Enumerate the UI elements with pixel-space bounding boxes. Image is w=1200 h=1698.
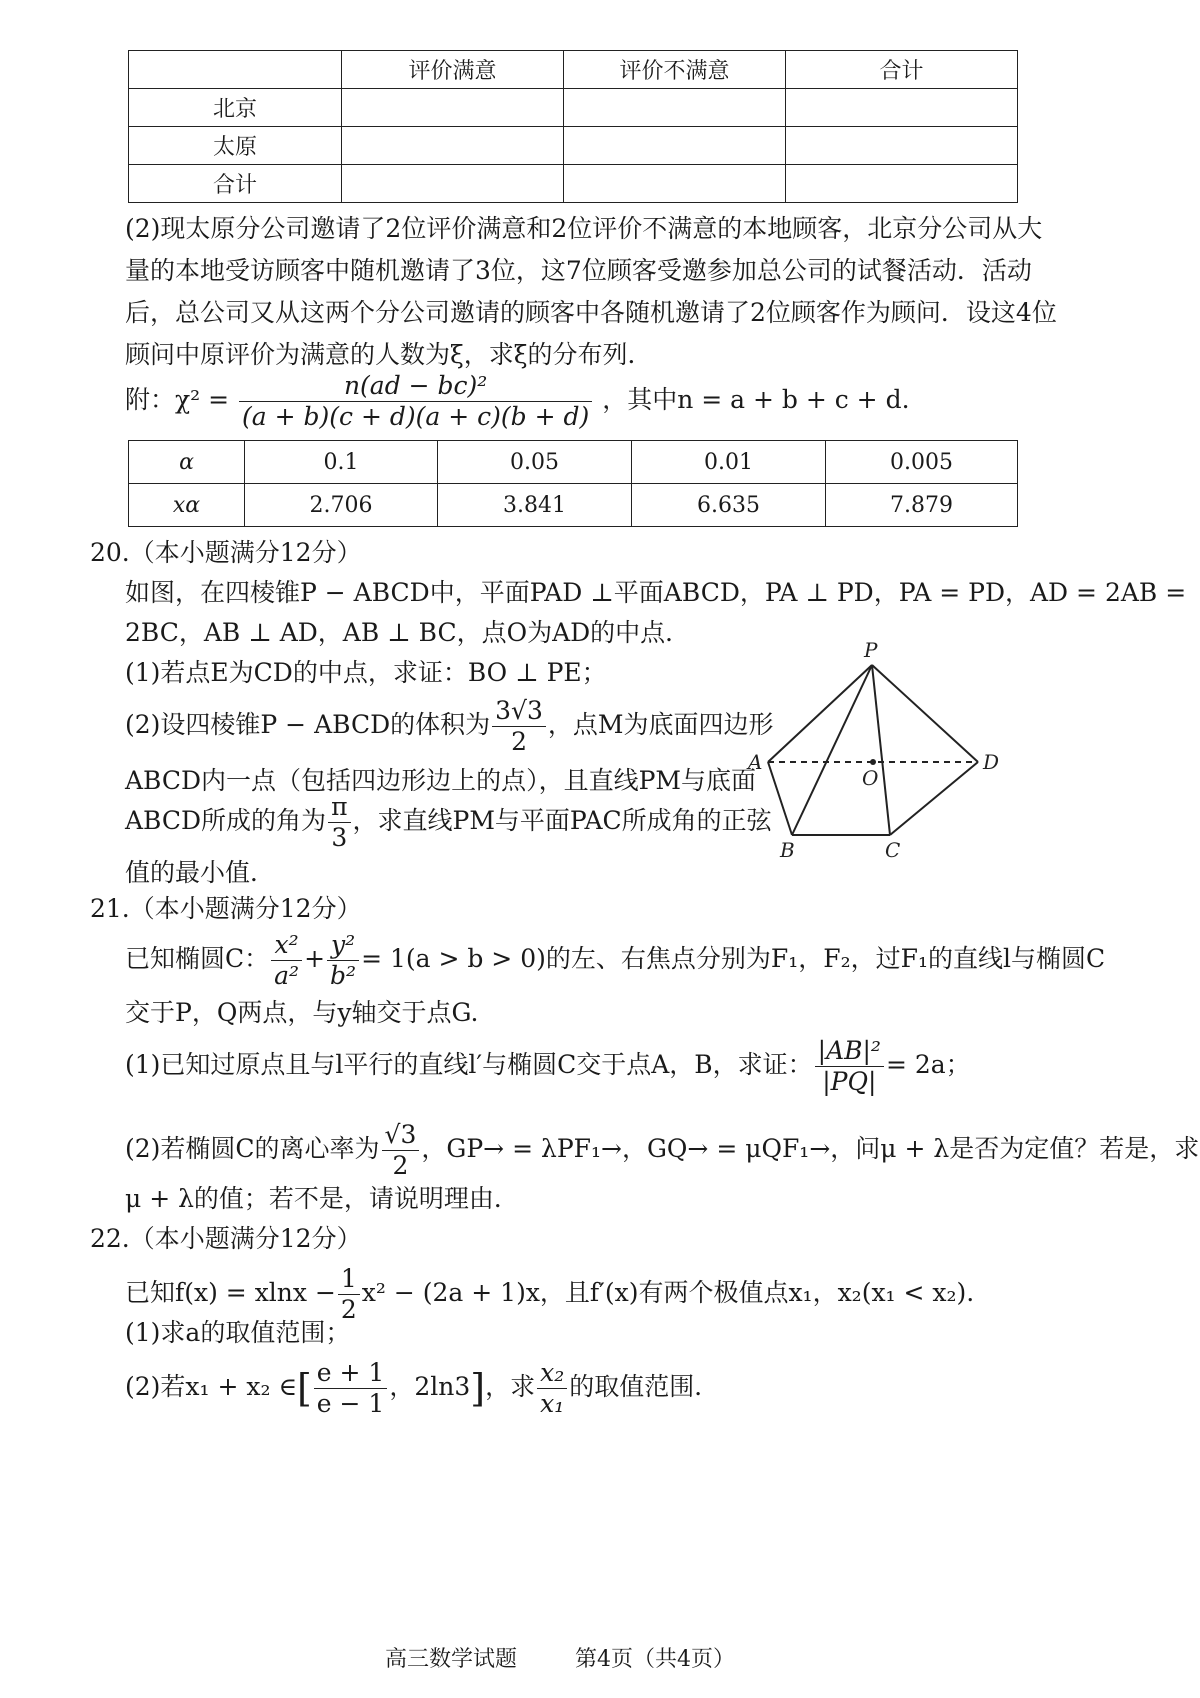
row-label: 太原	[129, 127, 342, 165]
q20-part2-line3: ABCD所成的角为 $\frac{\pi}{3}$ ，求直线PM与平面PAC所成角的正弦	[125, 792, 772, 852]
table-cell	[342, 127, 564, 165]
ratio-fraction: $\frac{\text{|AB|²}}{|PQ|}$	[815, 1036, 884, 1097]
table-cell: 0.05	[438, 441, 632, 484]
label-b: B	[780, 838, 795, 862]
table-cell: 0.01	[632, 441, 826, 484]
label-c: C	[885, 838, 901, 862]
table-cell	[786, 165, 1018, 203]
footer-subject: 高三数学试题	[385, 1647, 518, 1672]
table-cell: 0.1	[245, 441, 438, 484]
left-bracket: [	[296, 1366, 312, 1411]
table-row	[129, 127, 1018, 165]
q22-line1: 已知f(x) = xlnx − $\frac{1}{2}$ x² − (2a + 1)x，且f′(x)有两个极值点x₁，x₂(x₁ < x₂).	[125, 1264, 975, 1324]
label-o: O	[862, 766, 879, 790]
table-cell	[564, 89, 786, 127]
volume-fraction: $\frac{3√3}{2}$	[492, 696, 546, 757]
q20-title: 20.（本小题满分12分）	[90, 538, 362, 567]
q20-part2-line1: (2)设四棱锥P − ABCD的体积为 $\frac{3√3}{2}$ ，点M为底面四边形	[125, 696, 774, 756]
edge-cd	[890, 762, 978, 835]
q21-line1: 已知椭圆C： $\frac{\text{x²}}{\text{a²}}$ + $\frac{\text{y²}}{\text{b²}}$ = 1(a > b > 0)的左、右焦点分别为F₁，F₂，过F₁的直线l与椭圆C	[125, 930, 1106, 990]
edge-ab	[768, 762, 792, 835]
table-row	[129, 441, 1018, 484]
q21-title: 21.（本小题满分12分）	[90, 894, 362, 923]
ratio-x-fraction: $\frac{\text{x₂}}{\text{x₁}}$	[537, 1358, 567, 1419]
critical-value-table	[128, 440, 1018, 527]
table-cell	[786, 127, 1018, 165]
table-row	[129, 89, 1018, 127]
angle-fraction: $\frac{\pi}{3}$	[328, 792, 350, 853]
point-o	[870, 759, 876, 765]
q22-part1: (1)求a的取值范围；	[125, 1318, 351, 1347]
q21-part1: (1)已知过原点且与l平行的直线l′与椭圆C交于点A，B，求证： $\frac{\text{|AB|²}}{|PQ|}$ = 2a；	[125, 1036, 971, 1096]
edge-pc	[872, 665, 890, 835]
q21-part2-line2: μ + λ的值；若不是，请说明理由．	[125, 1184, 519, 1213]
ellipse-y-fraction: $\frac{\text{y²}}{\text{b²}}$	[327, 930, 359, 991]
q19-part2-line4: 顾问中原评价为满意的人数为ξ，求ξ的分布列．	[125, 340, 653, 369]
ellipse-x-fraction: $\frac{\text{x²}}{\text{a²}}$	[271, 930, 302, 991]
label-p: P	[864, 638, 878, 662]
q19-part2-line3: 后，总公司又从这两个分公司邀请的顾客中各随机邀请了2位顾客作为顾问．设这4位	[125, 298, 1057, 327]
right-bracket: ]	[470, 1366, 486, 1411]
q22-part2: (2)若x₁ + x₂ ∈[ $\frac{e + 1}{e - 1}$ ，2ln3]，求 $\frac{\text{x₂}}{\text{x₁}}$ 的取值范围．	[125, 1358, 720, 1418]
q20-part2-line2: ABCD内一点（包括四边形边上的点），且直线PM与底面	[125, 766, 756, 795]
q21-line2: 交于P，Q两点，与y轴交于点G.	[125, 998, 479, 1027]
table-cell	[564, 165, 786, 203]
row-label: 北京	[129, 89, 342, 127]
table-cell: 6.635	[632, 484, 826, 527]
survey-table	[128, 50, 1018, 203]
pyramid-figure	[740, 635, 1040, 865]
q21-part2: (2)若椭圆C的离心率为 $\frac{√3}{2}$ ，GP→ = λPF₁→，GQ→ = μQF₁→，问μ + λ是否为定值？若是，求	[125, 1120, 1200, 1180]
q20-line2: 2BC，AB ⊥ AD，AB ⊥ BC，点O为AD的中点．	[125, 618, 691, 647]
interval-fraction: $\frac{e + 1}{e - 1}$	[314, 1358, 388, 1419]
chi-square-fraction: $\frac{\text{n(ad − bc)²}}{(a + b)(c + d)(a + c)(b + d)}$	[239, 371, 592, 432]
table-cell: 0.005	[826, 441, 1018, 484]
edge-pd	[872, 665, 978, 762]
chi-square-formula: 附：χ² = $\frac{\text{n(ad − bc)²}}{(a + b)(c + d)(a + c)(b + d)}$ ，其中n = a + b + c + d.	[125, 371, 910, 431]
q20-part2-line4: 值的最小值．	[125, 858, 276, 887]
table-cell	[786, 89, 1018, 127]
table-cell: 2.706	[245, 484, 438, 527]
table-cell: α	[129, 441, 245, 484]
half-fraction: $\frac{1}{2}$	[338, 1264, 360, 1325]
table-cell	[342, 165, 564, 203]
table-cell: 7.879	[826, 484, 1018, 527]
footer-page: 第4页（共4页）	[575, 1647, 735, 1672]
table-header: 合计	[786, 51, 1018, 89]
q20-line1: 如图，在四棱锥P − ABCD中，平面PAD ⊥平面ABCD，PA ⊥ PD，PA = PD，AD = 2AB =	[125, 578, 1187, 607]
table-cell	[564, 127, 786, 165]
q19-part2-line1: (2)现太原分公司邀请了2位评价满意和2位评价不满意的本地顾客，北京分公司从大	[125, 214, 1043, 243]
table-row	[129, 484, 1018, 527]
table-row	[129, 165, 1018, 203]
label-d: D	[983, 750, 1000, 774]
table-header: 评价满意	[342, 51, 564, 89]
edge-pb	[792, 665, 872, 835]
edge-pa	[768, 665, 872, 762]
q19-part2-line2: 量的本地受访顾客中随机邀请了3位，这7位顾客受邀参加总公司的试餐活动．活动	[125, 256, 1032, 285]
table-cell	[129, 51, 342, 89]
eccentricity-fraction: $\frac{√3}{2}$	[382, 1120, 420, 1181]
q20-part1: (1)若点E为CD的中点，求证：BO ⊥ PE；	[125, 658, 607, 687]
table-cell	[342, 89, 564, 127]
table-cell: xα	[129, 484, 245, 527]
q22-title: 22.（本小题满分12分）	[90, 1224, 362, 1253]
table-header: 评价不满意	[564, 51, 786, 89]
table-header-row	[129, 51, 1018, 89]
row-label: 合计	[129, 165, 342, 203]
label-a: A	[748, 750, 763, 774]
table-cell: 3.841	[438, 484, 632, 527]
